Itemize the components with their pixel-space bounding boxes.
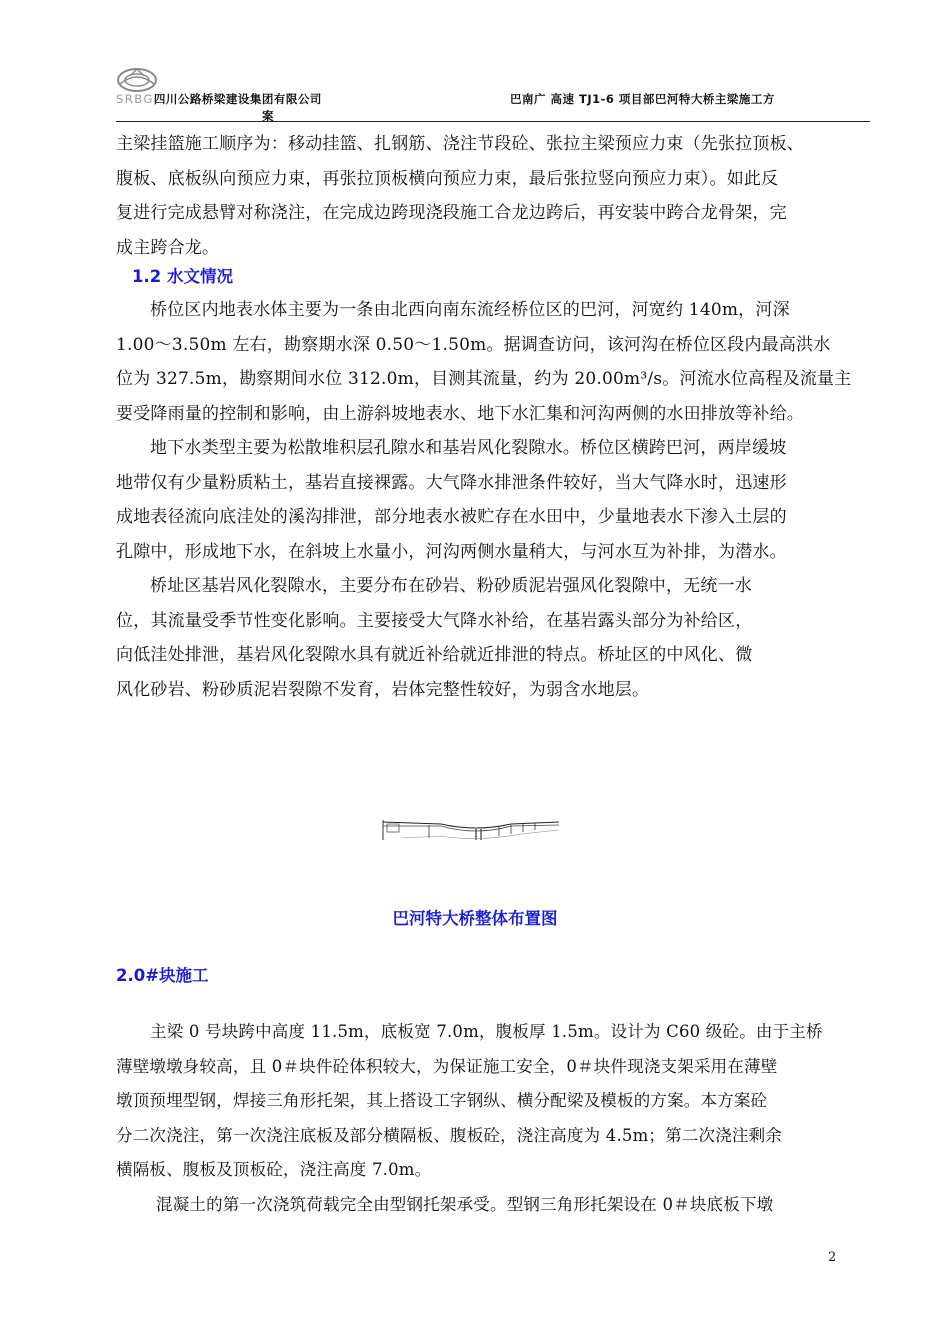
text-line: 地下水类型主要为松散堆积层孔隙水和基岩风化裂隙水。桥位区横跨巴河，两岸缓坡: [150, 438, 787, 458]
text-line: 位，其流量受季节性变化影响。主要接受大气降水补给，在基岩露头部分为补给区，: [116, 610, 753, 631]
text-line: 桥位区内地表水体主要为一条由北西向南东流经桥位区的巴河，河宽约 140m，河深: [150, 300, 790, 320]
header-project-title: 巴南广 高速 TJ1-6 项目部巴河特大桥主梁施工方: [510, 92, 775, 106]
text-line: 成地表径流向底洼处的溪沟排泄，部分地表水被贮存在水田中，少量地表水下渗入土层的: [116, 507, 787, 527]
block0-paragraph-2: [116, 1188, 872, 1223]
text-line: 桥址区基岩风化裂隙水，主要分布在砂岩、粉砂质泥岩强风化裂隙中，无统一水: [150, 576, 752, 596]
header-company: [116, 91, 322, 107]
text-line: 分二次浇注，第一次浇注底板及部分横隔板、腹板砼，浇注高度为 4.5m；第二次浇注剩余: [116, 1125, 783, 1145]
text-line: 墩顶预埋型钢，焊接三角形托架，其上搭设工字钢纵、横分配梁及模板的方案。本方案砼: [116, 1091, 768, 1110]
page-number: 2: [828, 1250, 837, 1265]
bridge-layout-diagram: [381, 814, 561, 844]
text-line: 风化砂岩、粉砂质泥岩裂隙不发育，岩体完整性较好，为弱含水地层。: [116, 679, 650, 700]
header-company-name: 四川公路桥梁建设集团有限公司: [153, 92, 322, 106]
header-divider: [116, 121, 870, 122]
text-line: 地带仅有少量粉质粘土，基岩直接裸露。大气降水排泄条件较好，当大气降水时，迅速形: [116, 472, 787, 493]
text-line: 孔隙中，形成地下水，在斜坡上水量小，河沟两侧水量稍大，与河水互为补排，为潜水。: [116, 541, 787, 562]
header-logo-abbr: SRBG: [116, 92, 154, 106]
section-heading-2-0: 2.0#块施工: [116, 966, 209, 985]
text-line: 横隔板、腹板及顶板砼，浇注高度 7.0m。: [116, 1160, 432, 1179]
hydro-paragraph-3: [116, 569, 872, 707]
hydro-paragraph-2: [116, 431, 872, 569]
intro-paragraph: [116, 127, 872, 265]
text-line: 向低洼处排泄，基岩风化裂隙水具有就近补给就近排泄的特点。桥址区的中风化、微: [116, 645, 753, 665]
text-line: 成主跨合龙。: [116, 237, 220, 258]
block0-paragraph-1: [116, 1015, 872, 1188]
text-line: 1.00～3.50m 左右，勘察期水深 0.50～1.50m。据调查访问，该河沟在桥位区段内最高洪水: [116, 334, 831, 355]
text-line: 混凝土的第一次浇筑荷载完全由型钢托架承受。型钢三角形托架设在 0＃块底板下墩: [156, 1195, 774, 1214]
text-line: 主梁挂篮施工顺序为：移动挂篮、扎钢筋、浇注节段砼、张拉主梁预应力束（先张拉顶板、: [116, 134, 804, 154]
hydro-paragraph-1: [116, 293, 872, 431]
section-heading-1-2: 1.2 水文情况: [132, 267, 233, 286]
text-line: 要受降雨量的控制和影响，由上游斜坡地表水、地下水汇集和河沟两侧的水田排放等补给。: [116, 403, 804, 424]
text-line: 位为 327.5m，勘察期间水位 312.0m，目测其流量，约为 20.00m³/s。河流水位高程及流量主: [116, 369, 852, 389]
figure-caption: 巴河特大桥整体布置图: [392, 909, 558, 928]
text-line: 薄壁墩墩身较高，且 0＃块件砼体积较大，为保证施工安全，0＃块件现浇支架采用在薄壁: [116, 1056, 778, 1076]
text-line: 腹板、底板纵向预应力束，再张拉顶板横向预应力束，最后张拉竖向预应力束）。如此反: [116, 168, 779, 189]
header-project-title-cont: 案: [262, 109, 274, 123]
text-line: 复进行完成悬臂对称浇注，在完成边跨现浇段施工合龙边跨后，再安装中跨合龙骨架，完: [116, 203, 787, 223]
text-line: 主梁 0 号块跨中高度 11.5m，底板宽 7.0m，腹板厚 1.5m。设计为 C60 级砼。由于主桥: [150, 1022, 823, 1041]
